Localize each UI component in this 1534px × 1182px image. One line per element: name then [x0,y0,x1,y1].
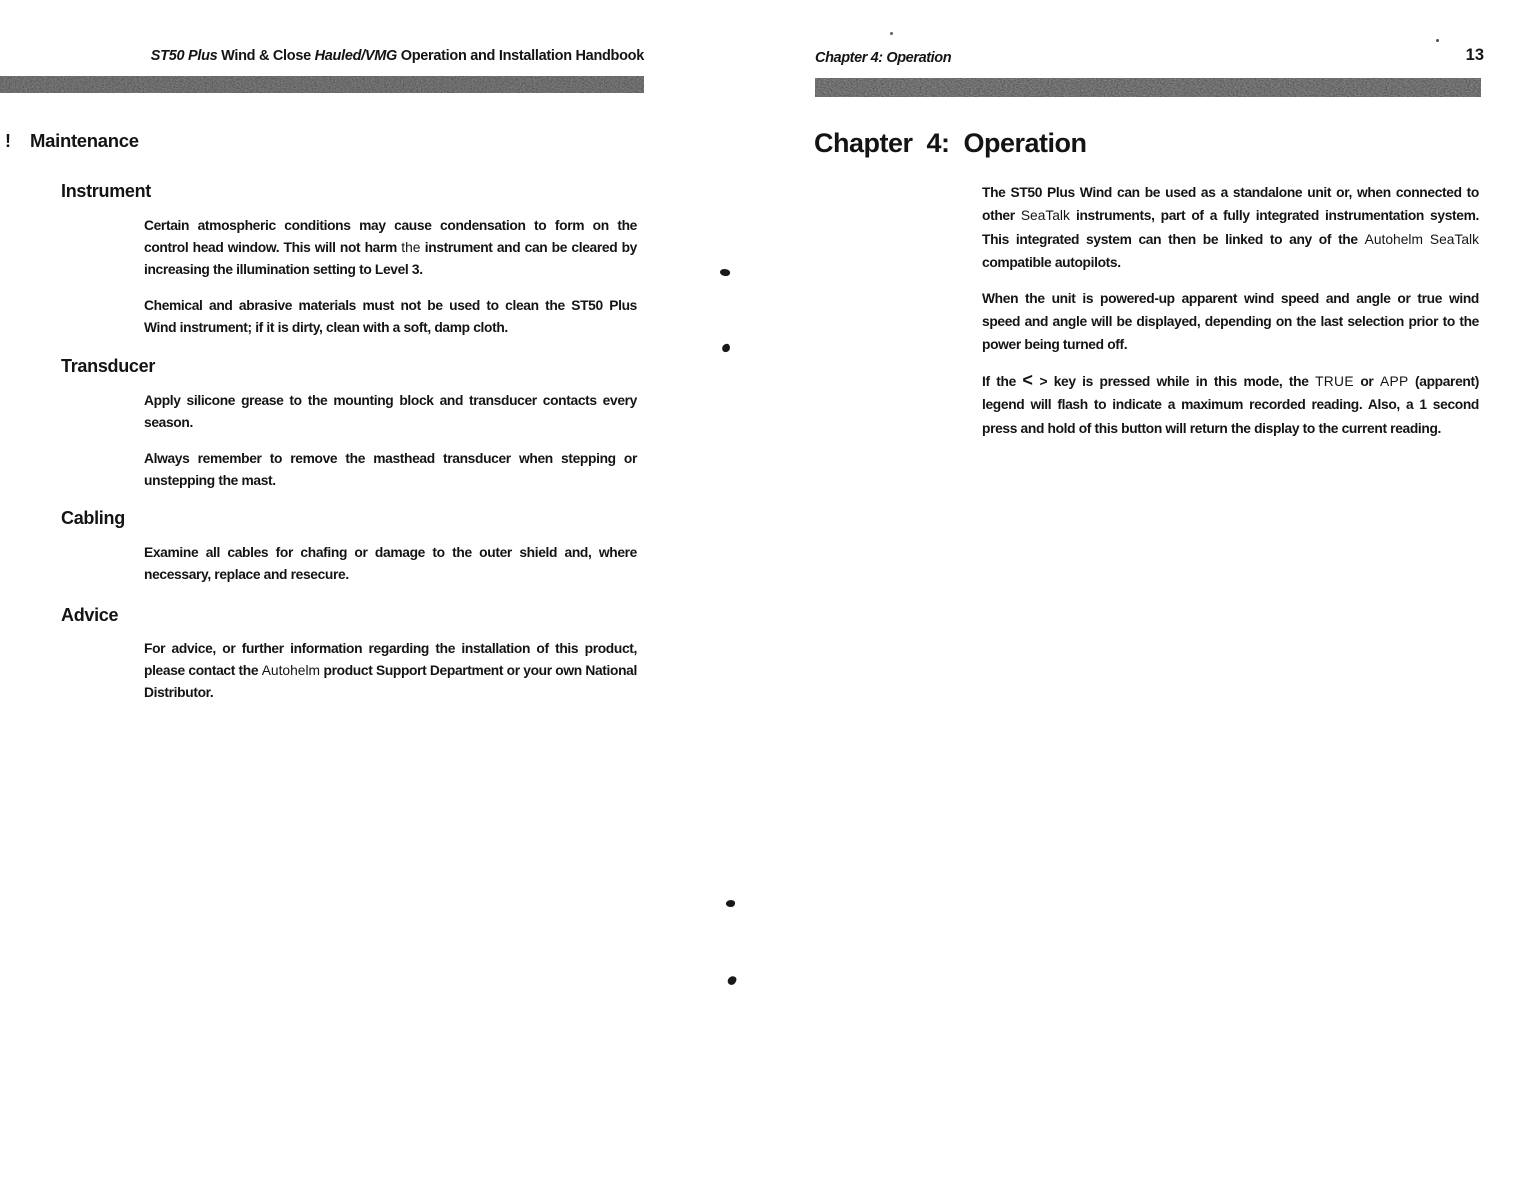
paragraph: Examine all cables for chafing or damage to the outer shield and, where necessary, replace and resecure. [144,545,637,582]
brand-seatalk: SeaTalk [1429,231,1479,247]
legend-true: TRUE [1315,373,1354,389]
brand-seatalk: SeaTalk [1020,208,1070,224]
paragraph [144,638,637,704]
body-text: product Support Department or your own National Distributor. [144,663,637,700]
section-title-maintenance: Maintenance [30,130,139,151]
scan-speck [719,268,731,278]
margin-mark: ! [5,131,11,151]
transducer-paragraphs [144,390,637,492]
paragraph [144,215,637,281]
brand-autohelm: Autohelm [261,663,321,678]
subsection-heading-transducer: Transducer [61,356,156,376]
body-text: compatible autopilots. [982,255,1121,271]
body-text [1423,232,1430,247]
body-text: or [1353,373,1380,389]
advice-paragraphs [144,638,637,704]
paragraph [982,369,1479,440]
scan-speck [721,343,730,352]
scan-speck [1436,39,1439,42]
paragraph: When the unit is powered-up apparent wind speed and angle or true wind speed and angle will be displayed, depending on the last selection prior to the power being turned off. [982,290,1479,353]
product-name-hauled-vmg: Hauled/VMG [314,48,397,64]
body-text: (apparent) legend will flash to indicate a maximum recorded reading. Also, a 1 second press and hold of this button will return the display to the current reading. [982,373,1479,436]
right-running-header: Chapter 4: Operation [815,50,952,66]
body-text-light: the [401,240,421,255]
body-text: key is pressed while in this mode, the [1053,373,1316,389]
body-text: The ST50 Plus Wind can be used as a standalone unit or, when connected to other [982,185,1479,224]
subsection-heading-advice: Advice [61,605,119,625]
product-name-st50: ST50 Plus [150,48,218,64]
paragraph: Apply silicone grease to the mounting block and transducer contacts every season. [144,393,637,430]
cabling-paragraphs [144,542,637,586]
chapter-title: Chapter 4: Operation [814,128,1087,158]
body-text: For advice, or further information regarding the installation of this product, please contact the [144,641,637,678]
halftone-rule-right [815,78,1481,97]
left-running-header [0,48,644,64]
scan-speck [727,975,738,986]
right-arrow-key-glyph: > [1032,373,1054,389]
instrument-paragraphs [144,215,637,339]
header-text-rest: Operation and Installation Handbook [397,48,644,64]
brand-autohelm: Autohelm [1364,231,1423,247]
halftone-texture [0,76,644,93]
page-number: 13 [1465,46,1484,64]
body-text: instrument and can be cleared by increasing the illumination setting to Level 3. [144,240,637,277]
body-text: If the [982,373,1023,389]
header-text: Wind & Close [217,48,315,64]
body-text: Certain atmospheric conditions may cause condensation to form on the control head window. This will not harm [144,218,637,255]
paragraph [982,181,1479,275]
subsection-heading-instrument: Instrument [61,181,152,201]
body-text: instruments, part of a fully integrated instrumentation system. This integrated system can then be linked to any of the [982,208,1479,247]
halftone-rule-left [0,76,644,93]
left-arrow-key-glyph: < [1022,369,1033,390]
paragraph: Always remember to remove the masthead transducer when stepping or unstepping the mast. [144,451,637,488]
chapter-paragraphs [982,181,1479,440]
legend-app: APP [1379,373,1409,389]
scan-speck [890,32,893,35]
scan-speck [725,899,735,907]
subsection-heading-cabling: Cabling [61,508,125,528]
halftone-texture [815,78,1481,97]
paragraph: Chemical and abrasive materials must not be used to clean the ST50 Plus Wind instrument; if it is dirty, clean with a soft, damp cloth. [144,298,637,335]
